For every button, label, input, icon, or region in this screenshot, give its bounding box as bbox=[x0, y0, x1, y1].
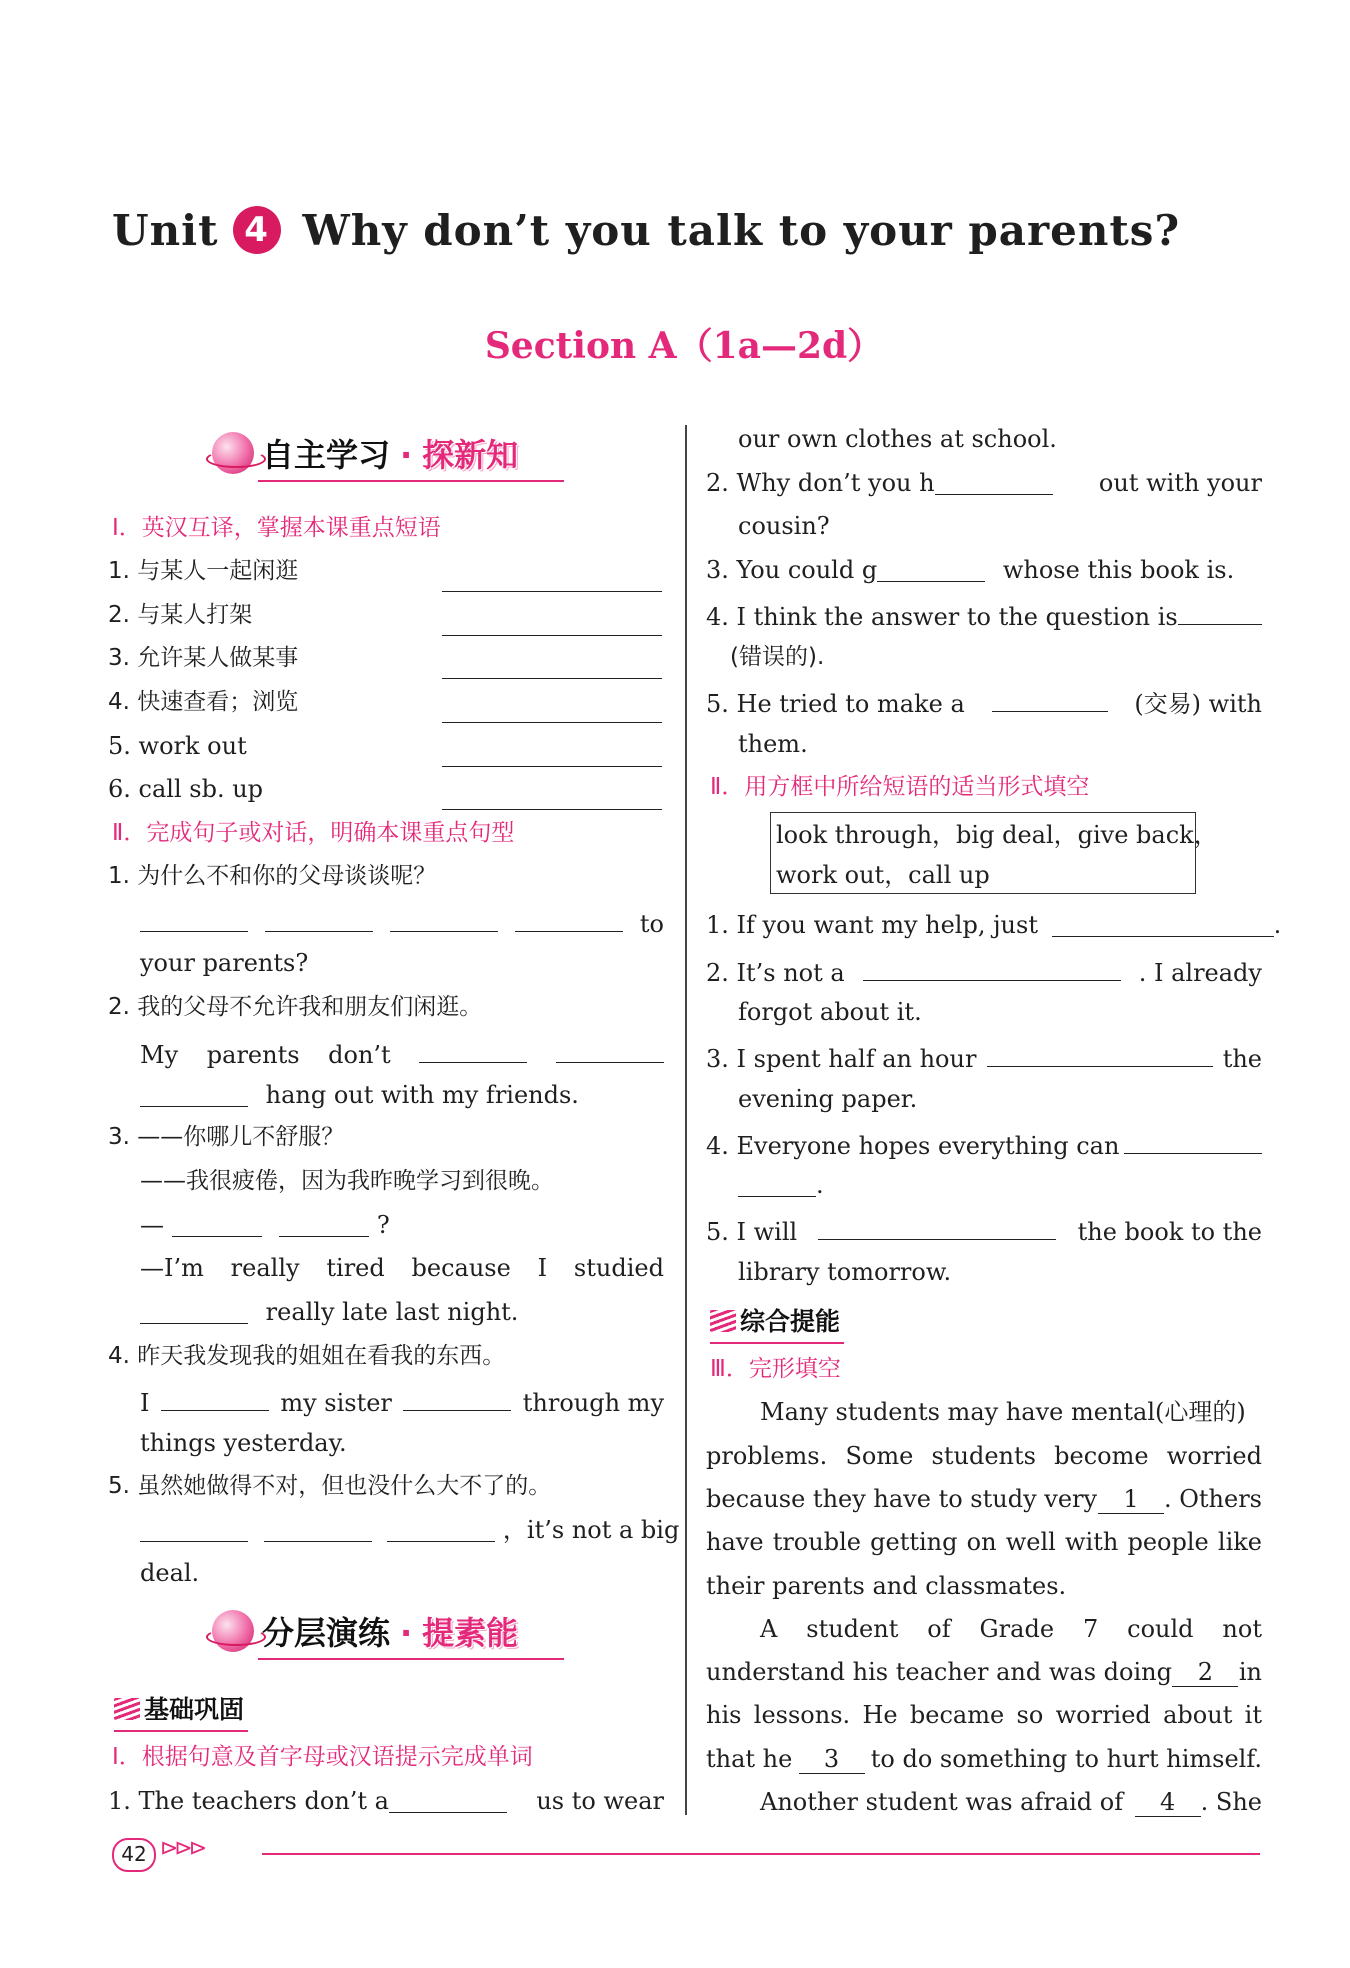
question-text: 3. You could g bbox=[706, 556, 878, 584]
answer-blank[interactable] bbox=[1052, 910, 1274, 937]
b2-q3-line bbox=[706, 1040, 1262, 1074]
answer-blank[interactable] bbox=[515, 905, 623, 932]
word: not bbox=[1222, 1615, 1262, 1643]
question-text: 3. I spent half an hour bbox=[706, 1045, 977, 1073]
answer-blank[interactable] bbox=[442, 696, 662, 723]
part2-q4-line bbox=[140, 1384, 664, 1418]
orbit-icon bbox=[206, 450, 266, 468]
question-text: 1. If you want my help, just bbox=[706, 911, 1038, 939]
question-text: whose this book is. bbox=[1002, 556, 1235, 584]
answer-blank[interactable] bbox=[265, 905, 373, 932]
answer-blank[interactable] bbox=[264, 1515, 372, 1542]
answer-blank[interactable] bbox=[863, 954, 1121, 981]
answer-blank[interactable] bbox=[442, 783, 662, 810]
sentence-text: Another student was afraid of bbox=[760, 1788, 1124, 1816]
b2-q2-line bbox=[706, 954, 1262, 988]
sentence-text: to do something to hurt himself. bbox=[870, 1745, 1262, 1773]
answer-blank[interactable] bbox=[556, 1036, 664, 1063]
part2-q3-q-line bbox=[140, 1210, 390, 1240]
cloze-blank-1[interactable]: 1 bbox=[1098, 1485, 1164, 1514]
word: problems. bbox=[706, 1442, 828, 1470]
sentence-text: in bbox=[1238, 1658, 1262, 1686]
band-underline bbox=[258, 480, 564, 482]
question-text: 2. Why don’t you h bbox=[706, 469, 935, 497]
question-text: the bbox=[1222, 1045, 1262, 1073]
part2-q5-line bbox=[140, 1515, 679, 1545]
question-text: 5. I will bbox=[706, 1218, 798, 1246]
part2-q2-line bbox=[140, 1036, 664, 1070]
word: —I’m bbox=[140, 1254, 204, 1282]
question-text: out with your bbox=[1098, 469, 1262, 497]
b2-q2-end: forgot about it. bbox=[738, 998, 922, 1026]
part1-item-4: 4. 快速查看；浏览 bbox=[108, 689, 299, 715]
answer-blank[interactable] bbox=[172, 1210, 262, 1237]
word: don’t bbox=[328, 1041, 391, 1069]
question-text: 2. It’s not a bbox=[706, 959, 845, 987]
cloze-line-4: have trouble getting on well with people like bbox=[706, 1528, 1262, 1556]
answer-blank[interactable] bbox=[442, 652, 662, 679]
sentence-text: . Others bbox=[1163, 1485, 1262, 1513]
word: Grade bbox=[979, 1615, 1055, 1643]
answer-blank[interactable] bbox=[442, 565, 662, 592]
cloze-line-7 bbox=[706, 1657, 1262, 1687]
word: my sister bbox=[280, 1389, 392, 1417]
answer-blank[interactable] bbox=[403, 1384, 511, 1411]
question-text: 5. He tried to make a bbox=[706, 690, 965, 718]
comprehensive-title bbox=[710, 1302, 840, 1338]
band-underline bbox=[258, 1658, 564, 1660]
word: of bbox=[927, 1615, 951, 1643]
answer-blank[interactable] bbox=[877, 555, 985, 582]
sentence-text: that he bbox=[706, 1745, 793, 1773]
cloze-blank-4[interactable]: 4 bbox=[1135, 1788, 1201, 1817]
arrow-icons: ⊳⊳⊳ bbox=[160, 1836, 204, 1861]
question-mark: ? bbox=[376, 1211, 390, 1239]
fill1-q4-end: (错误的). bbox=[730, 644, 825, 670]
part1-item-1: 1. 与某人一起闲逛 bbox=[108, 558, 299, 584]
phrase-box-line1: look through，big deal，give back， bbox=[776, 821, 1218, 849]
answer-blank[interactable] bbox=[987, 1040, 1213, 1067]
answer-blank[interactable] bbox=[279, 1210, 369, 1237]
answer-blank[interactable] bbox=[389, 1786, 507, 1813]
question-text: . I already bbox=[1138, 959, 1262, 987]
books-icon bbox=[710, 1310, 736, 1332]
fill1-q1-line bbox=[108, 1786, 664, 1816]
answer-blank[interactable] bbox=[818, 1213, 1056, 1240]
word: A bbox=[760, 1615, 778, 1643]
sentence-rest: ，it’s not a big bbox=[502, 1516, 680, 1544]
part1-item-6: 6. call sb. up bbox=[108, 775, 264, 803]
part1-item-5: 5. work out bbox=[108, 732, 247, 760]
part2-q4-end: things yesterday. bbox=[140, 1429, 347, 1457]
subhead-underline bbox=[710, 1342, 844, 1344]
word: Some bbox=[845, 1442, 914, 1470]
basic-consolidation-title bbox=[114, 1690, 244, 1726]
word: worried bbox=[1166, 1442, 1262, 1470]
word: really bbox=[230, 1254, 300, 1282]
answer-blank[interactable] bbox=[738, 1170, 816, 1197]
answer-blank[interactable] bbox=[140, 1080, 248, 1107]
band-dot: · bbox=[400, 1614, 413, 1652]
cloze-line-9 bbox=[706, 1744, 1262, 1774]
orbit-icon bbox=[206, 1628, 266, 1646]
part2-q5-cn: 5. 虽然她做得不对，但也没什么大不了的。 bbox=[108, 1473, 552, 1499]
band-left-text: 自主学习 bbox=[262, 436, 391, 474]
band-self-study bbox=[212, 430, 564, 476]
answer-blank[interactable] bbox=[390, 905, 498, 932]
part2-q3-end-line bbox=[140, 1297, 518, 1327]
word: students bbox=[931, 1442, 1036, 1470]
answer-blank[interactable] bbox=[140, 1297, 248, 1324]
word: tired bbox=[326, 1254, 385, 1282]
answer-blank[interactable] bbox=[161, 1384, 269, 1411]
answer-blank[interactable] bbox=[935, 468, 1053, 495]
cloze-line-8: his lessons. He became so worried about it bbox=[706, 1701, 1262, 1729]
word: to bbox=[639, 910, 664, 938]
band-dot: · bbox=[400, 436, 413, 474]
part2-q2-line2 bbox=[140, 1080, 579, 1110]
part2-q2-cn: 2. 我的父母不允许我和朋友们闲逛。 bbox=[108, 994, 483, 1020]
part1-heading: Ⅰ．英汉互译，掌握本课重点短语 bbox=[112, 515, 441, 541]
answer-blank[interactable] bbox=[992, 685, 1108, 712]
band-right-text: 探新知 bbox=[422, 436, 519, 474]
answer-blank[interactable] bbox=[442, 609, 662, 636]
subhead-text: 综合提能 bbox=[740, 1307, 841, 1336]
part2-heading: Ⅱ．完成句子或对话，明确本课重点句型 bbox=[112, 820, 515, 846]
period: . bbox=[816, 1171, 824, 1199]
subhead-underline bbox=[114, 1730, 248, 1732]
answer-blank[interactable] bbox=[140, 905, 248, 932]
unit-word: Unit bbox=[112, 206, 219, 255]
answer-blank[interactable] bbox=[442, 740, 662, 767]
cloze-line-2 bbox=[706, 1441, 1262, 1471]
part2-q3-en-line bbox=[140, 1253, 664, 1283]
part2-q1-end: your parents? bbox=[140, 949, 309, 977]
word: through my bbox=[522, 1389, 664, 1417]
b2-q1-line bbox=[706, 910, 1281, 940]
unit-question: Why don’t you talk to your parents? bbox=[302, 206, 1181, 255]
sentence-text: because they have to study very bbox=[706, 1485, 1098, 1513]
part-b2-heading: Ⅱ．用方框中所给短语的适当形式填空 bbox=[710, 774, 1090, 800]
part2-q1-cn: 1. 为什么不和你的父母谈谈呢？ bbox=[108, 863, 437, 889]
answer-blank[interactable] bbox=[1124, 1127, 1262, 1154]
b2-q4-line2 bbox=[738, 1170, 824, 1200]
cloze-line-5: their parents and classmates. bbox=[706, 1572, 1067, 1600]
period: . bbox=[1273, 911, 1282, 939]
books-icon bbox=[114, 1698, 140, 1720]
answer-blank[interactable] bbox=[1178, 598, 1262, 625]
fill1-q5-line bbox=[706, 685, 1262, 719]
fill1-q3-line bbox=[706, 555, 1234, 585]
part2-q5-end: deal. bbox=[140, 1559, 200, 1587]
question-text: 4. I think the answer to the question is bbox=[706, 603, 1178, 631]
b2-q5-end: library tomorrow. bbox=[738, 1258, 952, 1286]
subhead-text: 基础巩固 bbox=[144, 1695, 245, 1724]
fill1-q2-line bbox=[706, 468, 1262, 498]
word: My bbox=[140, 1041, 179, 1069]
word: studied bbox=[573, 1254, 664, 1282]
section-title: Section A（1a—2d） bbox=[484, 325, 884, 367]
band-left-text: 分层演练 bbox=[262, 1614, 391, 1652]
sentence-end: hang out with my friends. bbox=[265, 1081, 579, 1109]
column-divider bbox=[685, 425, 687, 1815]
b2-q4-line bbox=[706, 1127, 1262, 1161]
unit-number-badge: 4 bbox=[233, 206, 281, 254]
part2-q4-cn: 4. 昨天我发现我的姐姐在看我的东西。 bbox=[108, 1343, 506, 1369]
part2-q3-cn1: 3. ——你哪儿不舒服？ bbox=[108, 1124, 345, 1150]
fill1-heading: Ⅰ．根据句意及首字母或汉语提示完成单词 bbox=[112, 1744, 533, 1770]
word: student bbox=[806, 1615, 899, 1643]
answer-blank[interactable] bbox=[419, 1036, 527, 1063]
cloze-heading: Ⅲ．完形填空 bbox=[710, 1356, 841, 1382]
cloze-blank-2[interactable]: 2 bbox=[1172, 1658, 1238, 1687]
part2-q3-cn2: ——我很疲倦，因为我昨晚学习到很晚。 bbox=[140, 1168, 554, 1194]
question-text: us to wear bbox=[536, 1787, 664, 1815]
word: could bbox=[1127, 1615, 1194, 1643]
cloze-line-1: Many students may have mental(心理的) bbox=[760, 1398, 1246, 1426]
word: because bbox=[411, 1254, 511, 1282]
fill1-q1-end: our own clothes at school. bbox=[738, 425, 1057, 453]
fill1-q5-end: them. bbox=[738, 730, 808, 758]
answer-blank[interactable] bbox=[140, 1515, 248, 1542]
dash: — bbox=[140, 1211, 164, 1239]
word: 7 bbox=[1082, 1615, 1099, 1643]
cloze-line-3 bbox=[706, 1484, 1262, 1514]
sentence-text: . She bbox=[1200, 1788, 1262, 1816]
band-practice bbox=[212, 1608, 564, 1654]
page-number: 42 bbox=[112, 1838, 156, 1872]
word: become bbox=[1054, 1442, 1149, 1470]
question-text: the book to the bbox=[1077, 1218, 1262, 1246]
phrase-box-line2: work out，call up bbox=[776, 861, 990, 889]
word: parents bbox=[206, 1041, 300, 1069]
word: I bbox=[140, 1389, 150, 1417]
sentence-end: really late last night. bbox=[265, 1298, 519, 1326]
b2-q3-end: evening paper. bbox=[738, 1085, 918, 1113]
band-right-text: 提素能 bbox=[422, 1614, 519, 1652]
word: I bbox=[537, 1254, 548, 1282]
answer-blank[interactable] bbox=[387, 1515, 495, 1542]
question-text: 4. Everyone hopes everything can bbox=[706, 1132, 1120, 1160]
part1-item-3: 3. 允许某人做某事 bbox=[108, 645, 299, 671]
fill1-q2-end: cousin? bbox=[738, 512, 830, 540]
footer-rule bbox=[262, 1853, 1260, 1855]
b2-q5-line bbox=[706, 1213, 1262, 1247]
sentence-text: understand his teacher and was doing bbox=[706, 1658, 1172, 1686]
cloze-blank-3[interactable]: 3 bbox=[799, 1745, 865, 1774]
cloze-line-6 bbox=[760, 1614, 1262, 1644]
question-text: 1. The teachers don’t a bbox=[108, 1787, 389, 1815]
part2-q1-line bbox=[140, 905, 664, 939]
part1-item-2: 2. 与某人打架 bbox=[108, 602, 253, 628]
question-text: (交易) with bbox=[1134, 690, 1262, 718]
fill1-q4-line bbox=[706, 598, 1262, 632]
cloze-line-10 bbox=[760, 1787, 1262, 1817]
unit-title bbox=[112, 206, 1180, 255]
